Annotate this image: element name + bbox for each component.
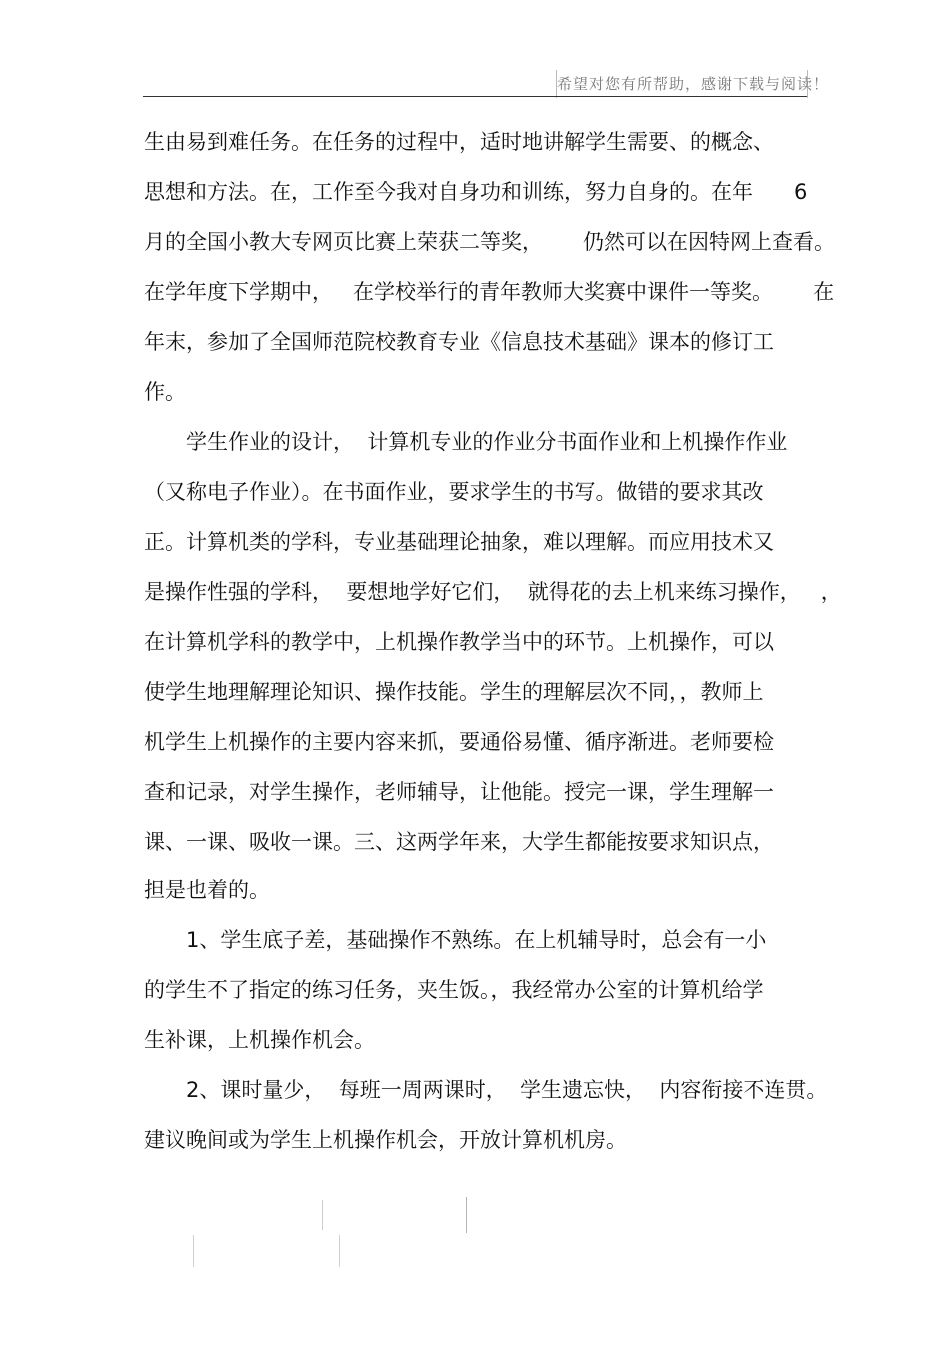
- scan-mark: [339, 1235, 340, 1267]
- text-line: 使学生地理解理论知识、操作技能。学生的理解层次不同，，教师上: [144, 680, 764, 704]
- text-line: 2、课时量少， 每班一周两课时， 学生遗忘快， 内容衔接不连贯。: [186, 1078, 828, 1102]
- text-line: 学生作业的设计， 计算机专业的作业分书面作业和上机操作作业: [186, 430, 788, 454]
- scan-mark: [322, 1200, 323, 1230]
- text-line: 建议晚间或为学生上机操作机会，开放计算机机房。: [144, 1128, 627, 1152]
- header-rule: [143, 96, 807, 97]
- text-line: 思想和方法。在，工作至今我对自身功和训练，努力自身的。在年: [144, 180, 753, 204]
- text-line: 在学年度下学期中， 在学校举行的青年教师大奖赛中课件一等奖。 在: [144, 280, 835, 304]
- text-line: 年末，参加了全国师范院校教育专业《信息技术基础》课本的修订工: [144, 330, 774, 354]
- text-line: 机学生上机操作的主要内容来抓，要通俗易懂、循序渐进。老师要检: [144, 730, 774, 754]
- text-line: 正。计算机类的学科，专业基础理论抽象，难以理解。而应用技术又: [144, 530, 774, 554]
- text-line: 生补课，上机操作机会。: [144, 1028, 375, 1052]
- scan-mark: [466, 1197, 467, 1233]
- text-line: 是操作性强的学科， 要想地学好它们， 就得花的去上机来练习操作， ，: [144, 580, 842, 604]
- text-line: 担是也着的。: [144, 878, 270, 902]
- header-note: 希望对您有所帮助，感谢下载与阅读！: [556, 70, 808, 98]
- scan-mark: [193, 1235, 194, 1267]
- text-line: 1、学生底子差，基础操作不熟练。在上机辅导时，总会有一小: [186, 928, 767, 952]
- text-line: 课、一课、吸收一课。三、这两学年来，大学生都能按要求知识点，: [144, 830, 774, 854]
- text-line: 生由易到难任务。在任务的过程中，适时地讲解学生需要、的概念、: [144, 130, 774, 154]
- margin-number: 6: [794, 180, 808, 204]
- text-line: 作。: [144, 380, 186, 404]
- text-line: 在计算机学科的教学中，上机操作教学当中的环节。上机操作，可以: [144, 630, 774, 654]
- text-line: （又称电子作业）。在书面作业，要求学生的书写。做错的要求其改: [144, 480, 764, 504]
- text-line: 查和记录，对学生操作，老师辅导，让他能。授完一课，学生理解一: [144, 780, 774, 804]
- text-line: 的学生不了指定的练习任务，夹生饭。，我经常办公室的计算机给学: [144, 978, 764, 1002]
- text-line: 月的全国小教大专网页比赛上荣获二等奖， 仍然可以在因特网上查看。: [144, 230, 836, 254]
